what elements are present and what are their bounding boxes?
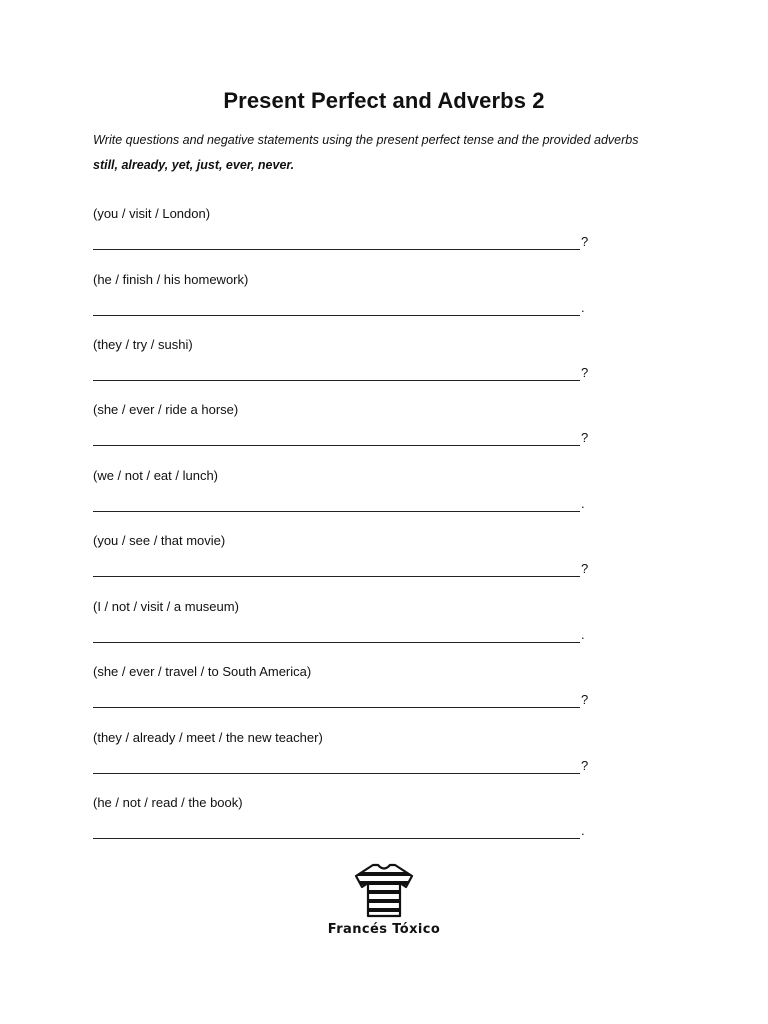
exercise-item bbox=[93, 272, 613, 332]
exercise-item bbox=[93, 337, 613, 397]
page-title: Present Perfect and Adverbs 2 bbox=[223, 88, 545, 113]
end-punctuation: . bbox=[581, 496, 585, 511]
exercise-item bbox=[93, 533, 613, 593]
brand-logo bbox=[324, 862, 444, 937]
answer-line bbox=[93, 511, 580, 512]
answer-line bbox=[93, 773, 580, 774]
brand-name: Francés Tóxico bbox=[327, 922, 441, 937]
exercise-prompt: (I / not / visit / a museum) bbox=[93, 599, 239, 614]
end-punctuation: ? bbox=[581, 561, 589, 576]
end-punctuation: ? bbox=[581, 692, 589, 707]
end-punctuation: . bbox=[581, 300, 585, 315]
end-punctuation: . bbox=[581, 627, 585, 642]
exercise-item bbox=[93, 730, 613, 790]
exercise-prompt: (she / ever / travel / to South America) bbox=[93, 664, 312, 679]
end-punctuation: . bbox=[581, 823, 585, 838]
exercise-prompt: (we / not / eat / lunch) bbox=[93, 468, 219, 483]
end-punctuation: ? bbox=[581, 234, 589, 249]
exercise-item bbox=[93, 468, 613, 528]
exercise-prompt: (you / see / that movie) bbox=[93, 533, 226, 548]
exercise-prompt: (you / visit / London) bbox=[93, 206, 211, 221]
answer-line bbox=[93, 838, 580, 839]
exercise-prompt: (they / already / meet / the new teacher) bbox=[93, 730, 323, 745]
answer-line bbox=[93, 315, 580, 316]
exercise-prompt: (she / ever / ride a horse) bbox=[93, 402, 239, 417]
exercise-item bbox=[93, 599, 613, 659]
exercise-item bbox=[93, 795, 613, 855]
answer-line bbox=[93, 576, 580, 577]
answer-line bbox=[93, 707, 580, 708]
end-punctuation: ? bbox=[581, 758, 589, 773]
answer-line bbox=[93, 249, 580, 250]
exercise-prompt: (they / try / sushi) bbox=[93, 337, 193, 352]
exercise-item bbox=[93, 664, 613, 724]
answer-line bbox=[93, 642, 580, 643]
exercise-item bbox=[93, 402, 613, 462]
exercise-prompt: (he / not / read / the book) bbox=[93, 795, 243, 810]
answer-line bbox=[93, 380, 580, 381]
exercise-prompt: (he / finish / his homework) bbox=[93, 272, 249, 287]
striped-shirt-icon bbox=[354, 862, 414, 918]
end-punctuation: ? bbox=[581, 430, 589, 445]
adverb-list: still, already, yet, just, ever, never. bbox=[93, 158, 295, 172]
answer-line bbox=[93, 445, 580, 446]
exercise-item bbox=[93, 206, 613, 266]
instructions-text: Write questions and negative statements using the present perfect tense and the provided adverbs bbox=[93, 133, 639, 147]
end-punctuation: ? bbox=[581, 365, 589, 380]
